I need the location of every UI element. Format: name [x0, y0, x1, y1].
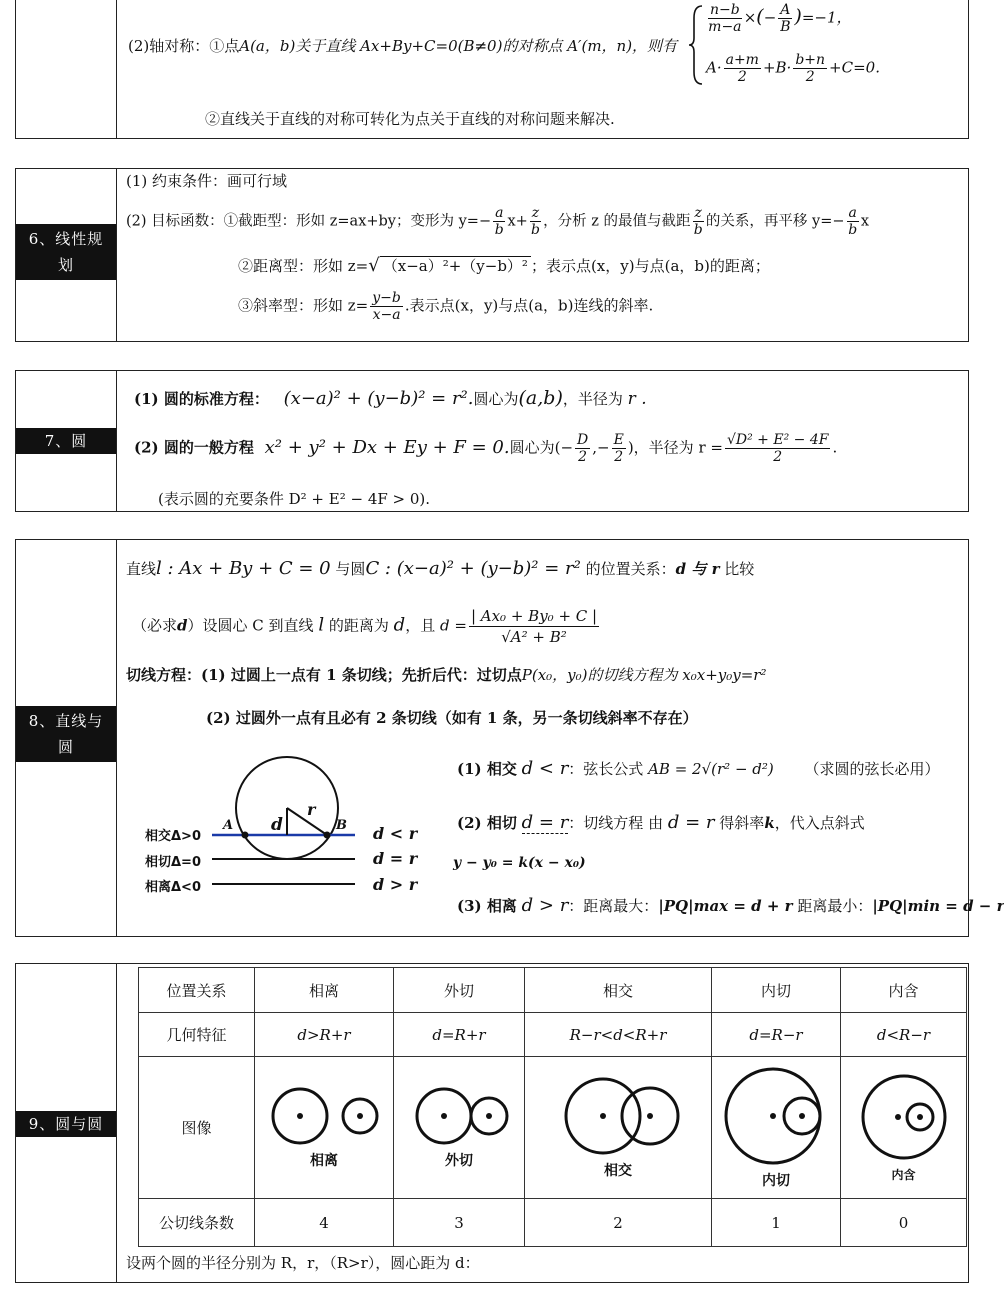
l3-b: P(x₀，y₀)的切线方程为 x₀x+y₀y=r² [521, 666, 767, 684]
l2-fd: √A² + B² [501, 628, 567, 646]
label-line1: 8、直线与 [28, 712, 104, 730]
l1-a: 直线 [126, 560, 157, 578]
sqrt-sign-icon: √ [368, 255, 380, 276]
eq2-c: +C=0. [829, 58, 880, 77]
geometry-cell: d=R−r [712, 1013, 841, 1057]
fig-label-a: A [223, 818, 234, 833]
l4-fn: y−b [372, 290, 401, 306]
l2-f4n: a [848, 205, 857, 221]
column-divider [116, 0, 117, 138]
l2-f2n: E [613, 432, 624, 448]
l1-d: d 与 r [675, 560, 720, 578]
caption: 外切 [445, 1152, 473, 1169]
r4-e: 距离最小： [797, 897, 873, 915]
sec5-line1-b: A(a，b)关于直线 Ax+By+C=0(B≠0)的对称点 A′(m，n)，则有 [239, 37, 678, 55]
image-cell-external [394, 1057, 525, 1199]
image-cell-contain [841, 1057, 967, 1199]
sec6-line1: (1) 约束条件：画可行域 [126, 172, 288, 190]
column-divider [116, 540, 117, 936]
fig-label-r: r [307, 800, 316, 819]
sec9-note: 设两个圆的半径分别为 R，r，（R>r），圆心距为 d： [126, 1254, 480, 1272]
l1-e: r . [627, 389, 647, 409]
eq2-frac1 [724, 52, 761, 85]
l1-b: 圆心为 [473, 390, 519, 408]
intersecting-circles-figure [548, 1076, 688, 1156]
sec6-line4 [238, 290, 653, 323]
eq1-fden: B [780, 19, 791, 35]
sec8-right1 [457, 758, 940, 779]
l1-c: (a,b) [518, 387, 563, 409]
l2-frac4 [847, 205, 859, 238]
sec6-line2 [126, 205, 869, 238]
l1-eq2: C : (x−a)² + (y−b)² = r² [365, 558, 581, 579]
r1-d: AB = 2√(r² − d²) [648, 760, 774, 778]
table-row-image [139, 1057, 967, 1199]
header-cell: 内切 [712, 968, 841, 1013]
caption: 内切 [762, 1172, 790, 1189]
l2-a: (2) 目标函数：①截距型：形如 z=ax+by；变形为 y=− [126, 213, 492, 230]
l2-d: ,− [592, 438, 610, 457]
row-label: 几何特征 [139, 1013, 255, 1057]
sec5-eq1: $\frac{n-b}{m-a}$ ×(− $\frac{A}{B}$ )=−1， [708, 2, 852, 35]
l2-f: . [832, 438, 838, 457]
l2-d: d [177, 616, 188, 635]
sec5-line2: ②直线关于直线的对称可转化为点关于直线的对称问题来解决. [205, 110, 615, 128]
r4-c: ：距离最大： [568, 897, 659, 915]
sec5-eq1-frac [708, 2, 742, 35]
r1-c: ：弦长公式 [568, 760, 644, 778]
l2-fn: | Ax₀ + By₀ + C | [470, 607, 598, 625]
l2-d: 的关系，再平移 y=− [705, 213, 845, 230]
l1-eq: l : Ax + By + C = 0 [156, 558, 331, 579]
l2-e: x [860, 213, 870, 230]
sec8-right4 [457, 895, 1004, 916]
fig-left-1: 相交Δ>0 [145, 829, 201, 844]
l2-frac3 [693, 205, 704, 238]
eq2-den1: 2 [737, 69, 747, 85]
point-a [242, 832, 249, 839]
l2-e: )，半径为 r = [627, 438, 723, 457]
sec8-line1 [126, 558, 754, 579]
image-cell-intersect [525, 1057, 712, 1199]
sec8-line4: (2) 过圆外一点有且必有 2 条切线（如有 1 条，另一条切线斜率不存在） [206, 709, 698, 727]
l2-f3d: b [693, 222, 703, 238]
l2-frac [469, 606, 599, 647]
geometry-cell: d>R+r [255, 1013, 394, 1057]
circle-relation-table [138, 967, 967, 1247]
l2-f1n: a [495, 205, 504, 221]
l2-f4d: b [848, 222, 858, 238]
l3-a: ②距离型：形如 z= [238, 257, 369, 275]
l2-c: 的距离为 [328, 616, 389, 635]
column-divider [116, 964, 117, 1282]
r2-k: k [764, 814, 775, 832]
l2-f1n: D [577, 432, 589, 448]
r1-e: （求圆的弦长必用） [804, 760, 940, 778]
label-line1: 6、线性规 [28, 230, 104, 248]
label-circle: 7、圆 [16, 428, 116, 454]
l4-a: ③斜率型：形如 z= [238, 296, 369, 315]
l2-frac3 [725, 432, 830, 465]
eq2-den2: 2 [805, 69, 815, 85]
fig-right-3: d > r [373, 875, 418, 894]
caption: 相交 [604, 1162, 632, 1179]
sec5-eq1-frac2 [778, 2, 792, 35]
sec7-line3: (表示圆的充要条件 D² + E² − 4F > 0). [158, 490, 431, 508]
l2-e: ，且 [405, 616, 436, 635]
eq2-frac2 [793, 52, 827, 85]
paren-open: ( [756, 5, 764, 28]
external-tangent-figure [404, 1086, 514, 1146]
l2-b: x+ [507, 213, 528, 230]
l1-e: 比较 [724, 560, 755, 578]
eq2-num2: b+n [795, 52, 826, 68]
l2-b: 圆心为 [509, 438, 555, 457]
fig-right-1: d < r [373, 824, 418, 843]
r2-b: d = r [521, 812, 569, 833]
l1-eq: (x−a)² + (y−b)² = r². [283, 388, 474, 409]
l2-l: l [318, 614, 325, 636]
r4-d: |PQ|max = d + r [658, 897, 793, 915]
count-cell: 4 [255, 1199, 394, 1247]
geometry-cell: d<R−r [841, 1013, 967, 1057]
sec8-line2 [132, 606, 601, 647]
l3-b: ；表示点(x，y)与点(a，b)的距离； [530, 257, 770, 275]
count-cell: 1 [712, 1199, 841, 1247]
l2-f1d: 2 [578, 449, 588, 465]
l2-c: ，分析 z 的最值与截距 [543, 213, 691, 230]
l2-dd: d [393, 614, 406, 636]
paren-close: ) [794, 5, 802, 28]
header-cell: 相交 [525, 968, 712, 1013]
r1-a: (1) 相交 [457, 760, 517, 778]
eq2-a: A· [706, 58, 722, 77]
table-row-header [139, 968, 967, 1013]
r2-a: (2) 相切 [457, 814, 517, 832]
l2-frac1 [575, 432, 590, 465]
brace-icon [688, 4, 706, 86]
eq1-den: m−a [708, 19, 742, 35]
l2-frac1 [493, 205, 505, 238]
eq1-num: n−b [710, 2, 740, 18]
l2-frac2 [530, 205, 541, 238]
l1-c: 的位置关系： [585, 560, 676, 578]
sec7-line2 [134, 432, 837, 465]
sec6-line3 [238, 255, 770, 276]
l2-fd: 2 [773, 449, 783, 465]
l3-a: 切线方程：(1) 过圆上一点有 1 条切线；先折后代：过切点 [126, 666, 522, 684]
sec8-right2 [457, 812, 865, 833]
table-row-geometry [139, 1013, 967, 1057]
l2-frac2 [612, 432, 626, 465]
count-cell: 0 [841, 1199, 967, 1247]
geometry-cell: R−r<d<R+r [525, 1013, 712, 1057]
contained-circles-figure [854, 1072, 954, 1162]
count-cell: 2 [525, 1199, 712, 1247]
label-line2: 圆 [57, 738, 74, 756]
l2-a: （必求 [132, 616, 178, 635]
l2-f2d: 2 [614, 449, 624, 465]
row-label: 公切线条数 [139, 1199, 255, 1247]
header-cell: 内含 [841, 968, 967, 1013]
l4-frac [370, 290, 403, 323]
r4-b: d > r [521, 895, 569, 916]
image-cell-separate [255, 1057, 394, 1199]
sec8-right3: y − y₀ = k(x − x₀) [453, 855, 586, 871]
r2-e: 得斜率 [719, 814, 765, 832]
r1-b: d < r [521, 758, 569, 779]
sec8-line3 [126, 664, 767, 685]
eq2-num1: a+m [725, 52, 759, 68]
l2-f3n: z [694, 205, 702, 221]
label-linear-programming [16, 224, 116, 280]
r2-d: d = r [667, 812, 715, 833]
l1-a: (1) 圆的标准方程： [134, 390, 269, 408]
label-line2: 划 [57, 256, 74, 274]
sec7-line1 [134, 387, 647, 409]
l3-sqrt: （x−a）²+（y−b）² [380, 256, 531, 275]
r2-c: ：切线方程 由 [568, 814, 664, 832]
column-divider [116, 371, 117, 511]
label-line-circle [16, 706, 116, 762]
l2-fl: d = [439, 616, 467, 635]
table-row-count [139, 1199, 967, 1247]
fig-label-b: B [336, 818, 347, 833]
caption: 内含 [891, 1168, 916, 1182]
image-cell-internal [712, 1057, 841, 1199]
eq1-times: × [743, 8, 757, 27]
l2-c: (− [554, 438, 574, 457]
l4-b: .表示点(x，y)与点(a，b)连线的斜率. [404, 296, 654, 315]
l2-fn: √D² + E² − 4F [726, 432, 829, 448]
fig-right-2: d = r [373, 849, 418, 868]
count-cell: 3 [394, 1199, 525, 1247]
eq1-rhs: =−1， [801, 8, 852, 27]
sec5-eq2 [706, 52, 880, 85]
geometry-cell: d=R+r [394, 1013, 525, 1057]
fig-left-2: 相切Δ=0 [145, 855, 201, 870]
header-cell: 外切 [394, 968, 525, 1013]
eq2-b: +B· [762, 58, 792, 77]
header-cell: 相离 [255, 968, 394, 1013]
row-label: 图像 [139, 1057, 255, 1199]
separate-circles-figure [264, 1086, 384, 1146]
fig-left-3: 相离Δ<0 [145, 880, 201, 895]
r2-f: ，代入点斜式 [774, 814, 865, 832]
eq1-fnum: A [780, 2, 791, 18]
sec5-line1-a: (2)轴对称：①点 [128, 37, 240, 55]
internal-tangent-figure [721, 1066, 831, 1166]
l2-f1d: b [494, 222, 504, 238]
l2-eq: x² + y² + Dx + Ey + F = 0. [264, 436, 510, 458]
sec5-line1 [128, 35, 677, 56]
caption: 相离 [310, 1152, 338, 1169]
r4-f: |PQ|min = d − r [872, 897, 1004, 915]
l2-f2d: b [530, 222, 540, 238]
l2-f2n: z [531, 205, 540, 221]
header-cell: 位置关系 [139, 968, 255, 1013]
l4-fd: x−a [372, 307, 401, 323]
r4-a: (3) 相离 [457, 897, 517, 915]
l2-a: (2) 圆的一般方程 [134, 438, 254, 457]
l2-b: ）设圆心 C 到直线 [187, 616, 314, 635]
label-circle-circle: 9、圆与圆 [16, 1111, 116, 1137]
l1-d: ，半径为 [562, 390, 623, 408]
l1-b: 与圆 [335, 560, 366, 578]
fig-label-d: d [271, 815, 283, 835]
column-divider [116, 169, 117, 341]
